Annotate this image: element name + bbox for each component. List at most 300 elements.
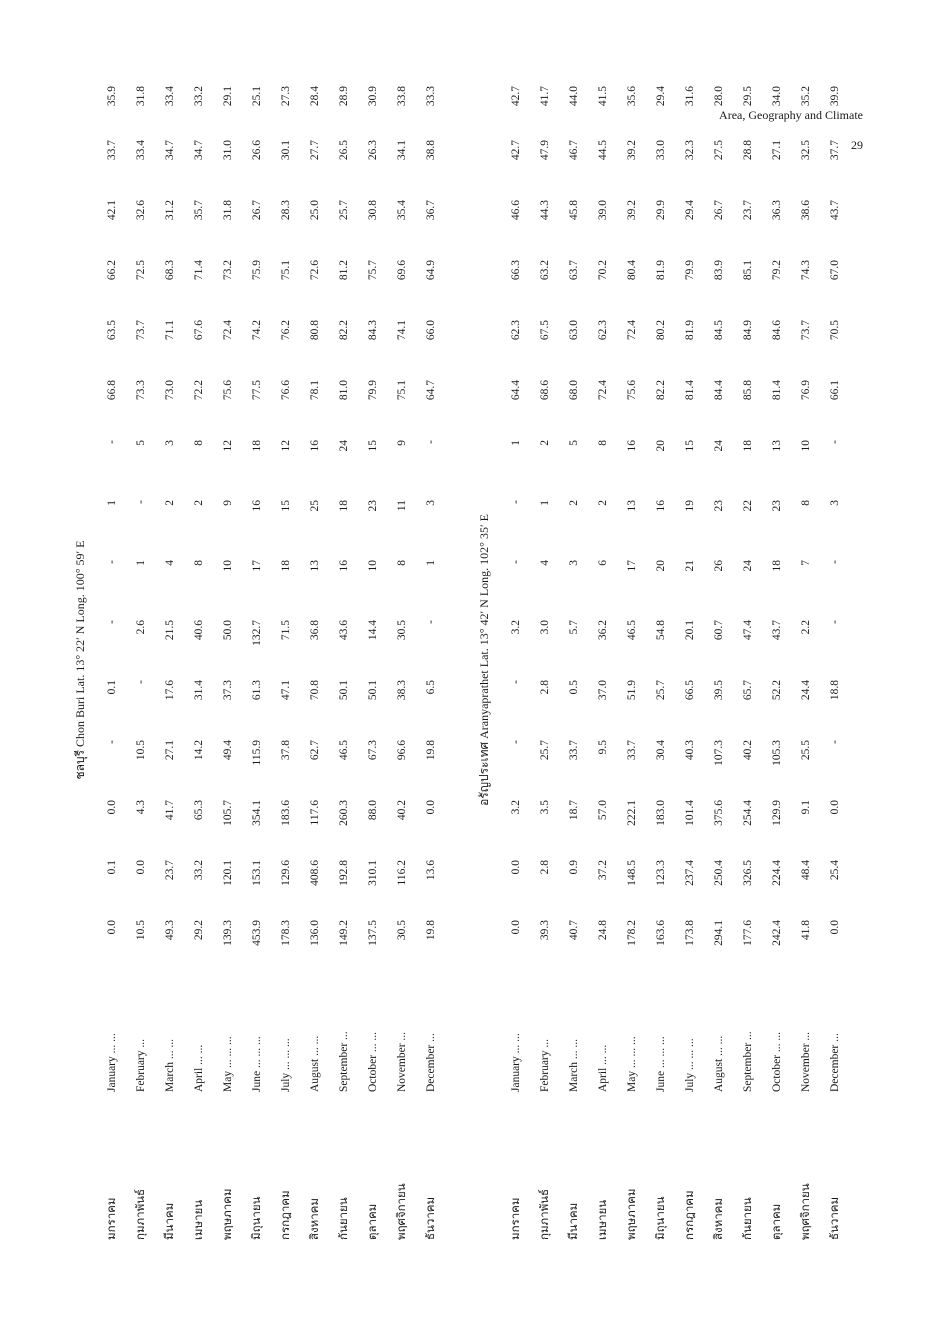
table-cell: 69.6	[395, 260, 408, 281]
table-cell: 26	[712, 560, 725, 572]
table-cell: 41.7	[163, 800, 176, 821]
table-cell: 35.2	[799, 86, 812, 107]
month-thai: ธันวาคม	[424, 1196, 437, 1240]
table-cell: 74.3	[799, 260, 812, 281]
table-cell: 250.4	[712, 860, 725, 886]
table-cell: 38.6	[799, 200, 812, 221]
table-cell: 48.4	[799, 860, 812, 881]
table-cell: 31.8	[221, 200, 234, 221]
table-cell: 0.9	[567, 860, 580, 875]
table-cell: 84.3	[366, 320, 379, 341]
table-cell: 81.4	[770, 380, 783, 401]
table-cell: 3	[163, 440, 176, 446]
table-cell: 29.9	[654, 200, 667, 221]
table-cell: 37.7	[828, 140, 841, 161]
month-english: November ...	[799, 1031, 812, 1092]
table-cell: 19.8	[424, 740, 437, 761]
table-cell: 84.9	[741, 320, 754, 341]
table-row	[242, 86, 271, 1240]
table-cell: 45.8	[567, 200, 580, 221]
table-cell: 33.7	[625, 740, 638, 761]
table-cell: -	[105, 740, 118, 744]
table-cell: 35.4	[395, 200, 408, 221]
table-cell: 153.1	[250, 860, 263, 886]
table-cell: 46.5	[337, 740, 350, 761]
table-cell: 0.0	[828, 800, 841, 815]
running-title: Area, Geography and Climate	[719, 108, 863, 122]
table-cell: 63.0	[567, 320, 580, 341]
table-cell: 37.2	[596, 860, 609, 881]
table-cell: 70.2	[596, 260, 609, 281]
table-cell: 0.0	[509, 920, 522, 935]
table-cell: 40.6	[192, 620, 205, 641]
table-cell: 2	[567, 500, 580, 506]
table-cell: 18	[250, 440, 263, 452]
table-cell: 40.3	[683, 740, 696, 761]
month-english: July ... ... ...	[279, 1038, 292, 1092]
table-cell: 68.3	[163, 260, 176, 281]
table-cell: 64.7	[424, 380, 437, 401]
table-cell: -	[509, 560, 522, 564]
table-row	[762, 86, 791, 1240]
table-cell: 34.1	[395, 140, 408, 161]
table-cell: 2	[538, 440, 551, 446]
table-cell: 27.7	[308, 140, 321, 161]
table-cell: 9.5	[596, 740, 609, 755]
table-cell: 30.9	[366, 86, 379, 107]
table-cell: 105.7	[221, 800, 234, 826]
table-cell: 20.1	[683, 620, 696, 641]
table-cell: 2.8	[538, 680, 551, 695]
table-row	[416, 86, 445, 1240]
month-thai: มิถุนายน	[654, 1196, 667, 1240]
table-cell: 242.4	[770, 920, 783, 946]
table-cell: 80.4	[625, 260, 638, 281]
table-cell: -	[509, 680, 522, 684]
table-cell: 23	[770, 500, 783, 512]
table-cell: 25.7	[337, 200, 350, 221]
table-cell: 3	[567, 560, 580, 566]
table-cell: 25.0	[308, 200, 321, 221]
table-cell: 139.3	[221, 920, 234, 946]
table-cell: 105.3	[770, 740, 783, 766]
table-cell: 29.5	[741, 86, 754, 107]
table-cell: 33.7	[567, 740, 580, 761]
table-cell: 44.3	[538, 200, 551, 221]
table-cell: -	[509, 740, 522, 744]
table-cell: 24	[337, 440, 350, 452]
month-english: February ...	[134, 1038, 147, 1092]
table-cell: 26.3	[366, 140, 379, 161]
table-row	[820, 86, 849, 1240]
table-cell: 36.8	[308, 620, 321, 641]
table-cell: 64.4	[509, 380, 522, 401]
table-cell: 74.1	[395, 320, 408, 341]
table-cell: 13	[625, 500, 638, 512]
table-cell: 26.7	[712, 200, 725, 221]
table-cell: 27.1	[770, 140, 783, 161]
table-cell: 57.0	[596, 800, 609, 821]
table-cell: 73.7	[134, 320, 147, 341]
table-cell: 178.2	[625, 920, 638, 946]
table-cell: 65.7	[741, 680, 754, 701]
table-cell: 33.4	[163, 86, 176, 107]
table-cell: 33.7	[105, 140, 118, 161]
month-thai: มกราคม	[105, 1197, 118, 1240]
table-row	[358, 86, 387, 1240]
table-cell: 12	[221, 440, 234, 452]
table-cell: 2	[192, 500, 205, 506]
table-cell: 24.8	[596, 920, 609, 941]
table-cell: 66.3	[509, 260, 522, 281]
table-cell: 123.3	[654, 860, 667, 886]
climate-table-body	[501, 86, 849, 1240]
table-cell: 38.8	[424, 140, 437, 161]
month-thai: เมษายน	[596, 1199, 609, 1240]
table-cell: 0.0	[105, 920, 118, 935]
table-cell: 33.2	[192, 860, 205, 881]
table-cell: 80.2	[654, 320, 667, 341]
table-cell: 50.0	[221, 620, 234, 641]
table-cell: 42.7	[509, 86, 522, 107]
table-cell: 71.5	[279, 620, 292, 641]
table-cell: 24.4	[799, 680, 812, 701]
table-cell: 20	[654, 560, 667, 572]
table-cell: 66.5	[683, 680, 696, 701]
table-cell: 28.4	[308, 86, 321, 107]
table-cell: 36.7	[424, 200, 437, 221]
table-cell: -	[105, 440, 118, 444]
table-row	[617, 86, 646, 1240]
table-cell: 39.3	[538, 920, 551, 941]
table-cell: 9	[395, 440, 408, 446]
table-cell: 37.3	[221, 680, 234, 701]
month-english: August ... ...	[712, 1035, 725, 1092]
table-cell: 8	[395, 560, 408, 566]
table-cell: 1	[424, 560, 437, 566]
climate-table	[97, 86, 445, 1240]
table-cell: 18.7	[567, 800, 580, 821]
table-cell: 79.9	[366, 380, 379, 401]
table-cell: 8	[192, 440, 205, 446]
table-cell: 13	[770, 440, 783, 452]
table-cell: 63.2	[538, 260, 551, 281]
table-row	[530, 86, 559, 1240]
station-title	[475, 80, 494, 1240]
table-cell: -	[105, 620, 118, 624]
table-cell: 260.3	[337, 800, 350, 826]
table-cell: 31.0	[221, 140, 234, 161]
month-english: April ... ...	[596, 1044, 609, 1092]
table-cell: 31.8	[134, 86, 147, 107]
table-cell: 8	[192, 560, 205, 566]
rotated-table-area	[71, 80, 871, 1240]
table-cell: 14.4	[366, 620, 379, 641]
table-cell: 3.5	[538, 800, 551, 815]
table-cell: 5.7	[567, 620, 580, 635]
table-cell: 71.1	[163, 320, 176, 341]
table-cell: 70.5	[828, 320, 841, 341]
table-cell: 18.8	[828, 680, 841, 701]
table-cell: 65.3	[192, 800, 205, 821]
table-cell: 73.3	[134, 380, 147, 401]
table-cell: 2	[596, 500, 609, 506]
table-cell: 5	[134, 440, 147, 446]
table-cell: 23.7	[741, 200, 754, 221]
table-cell: 42.7	[509, 140, 522, 161]
table-cell: 129.9	[770, 800, 783, 826]
table-cell: 85.1	[741, 260, 754, 281]
station-title	[71, 80, 90, 1240]
table-cell: 28.0	[712, 86, 725, 107]
table-cell: 81.9	[683, 320, 696, 341]
table-cell: 148.5	[625, 860, 638, 886]
table-row	[791, 86, 820, 1240]
table-cell: 19	[683, 500, 696, 512]
table-cell: 39.0	[596, 200, 609, 221]
table-cell: 34.0	[770, 86, 783, 107]
table-cell: -	[828, 620, 841, 624]
table-cell: 17.6	[163, 680, 176, 701]
table-cell: 8	[799, 500, 812, 506]
table-cell: 35.7	[192, 200, 205, 221]
table-cell: 35.9	[105, 86, 118, 107]
table-cell: 41.8	[799, 920, 812, 941]
table-cell: 27.3	[279, 86, 292, 107]
table-row	[704, 86, 733, 1240]
table-cell: 183.6	[279, 800, 292, 826]
table-cell: 70.8	[308, 680, 321, 701]
table-cell: 9	[221, 500, 234, 506]
table-cell: 78.1	[308, 380, 321, 401]
table-cell: 39.2	[625, 200, 638, 221]
table-cell: 50.1	[337, 680, 350, 701]
table-cell: 10	[799, 440, 812, 452]
table-cell: 43.6	[337, 620, 350, 641]
table-cell: 173.8	[683, 920, 696, 946]
table-cell: 354.1	[250, 800, 263, 826]
table-cell: 18	[337, 500, 350, 512]
table-cell: 83.9	[712, 260, 725, 281]
table-cell: 21	[683, 560, 696, 572]
table-cell: 224.4	[770, 860, 783, 886]
table-cell: 33.4	[134, 140, 147, 161]
table-row	[588, 86, 617, 1240]
table-cell: 31.2	[163, 200, 176, 221]
table-cell: 117.6	[308, 800, 321, 826]
month-english: September ...	[741, 1031, 754, 1092]
table-cell: 16	[250, 500, 263, 512]
table-cell: 66.2	[105, 260, 118, 281]
month-english: April ... ...	[192, 1044, 205, 1092]
table-cell: 51.9	[625, 680, 638, 701]
table-cell: 237.4	[683, 860, 696, 886]
month-thai: กันยายน	[741, 1197, 754, 1240]
table-cell: 37.8	[279, 740, 292, 761]
page-number: 29	[851, 138, 863, 152]
table-row	[184, 86, 213, 1240]
table-cell: 4.3	[134, 800, 147, 815]
table-cell: 15	[279, 500, 292, 512]
table-cell: 6	[596, 560, 609, 566]
table-cell: 31.6	[683, 86, 696, 107]
month-thai: ตุลาคม	[770, 1203, 783, 1240]
table-row	[155, 86, 184, 1240]
month-thai: พฤศจิกายน	[395, 1183, 408, 1240]
table-cell: 75.6	[221, 380, 234, 401]
month-thai: มิถุนายน	[250, 1196, 263, 1240]
table-cell: 177.6	[741, 920, 754, 946]
table-cell: 49.4	[221, 740, 234, 761]
table-cell: 17	[625, 560, 638, 572]
table-cell: 79.9	[683, 260, 696, 281]
table-cell: 5	[567, 440, 580, 446]
table-cell: 43.7	[770, 620, 783, 641]
month-thai: กุมภาพันธ์	[134, 1188, 147, 1240]
table-cell: 4	[538, 560, 551, 566]
table-cell: 107.3	[712, 740, 725, 766]
month-thai: สิงหาคม	[308, 1198, 321, 1240]
table-cell: 40.2	[741, 740, 754, 761]
month-thai: ตุลาคม	[366, 1203, 379, 1240]
table-cell: 44.0	[567, 86, 580, 107]
table-cell: 42.1	[105, 200, 118, 221]
table-cell: 72.2	[192, 380, 205, 401]
table-cell: 27.1	[163, 740, 176, 761]
table-cell: 29.4	[654, 86, 667, 107]
table-cell: 14.2	[192, 740, 205, 761]
table-cell: 30.4	[654, 740, 667, 761]
table-cell: 26.7	[250, 200, 263, 221]
table-cell: 222.1	[625, 800, 638, 826]
table-cell: 25	[308, 500, 321, 512]
table-cell: 82.2	[654, 380, 667, 401]
table-cell: 33.2	[192, 86, 205, 107]
table-cell: -	[828, 560, 841, 564]
table-row	[387, 86, 416, 1240]
table-cell: 52.2	[770, 680, 783, 701]
table-cell: 73.2	[221, 260, 234, 281]
table-cell: 30.1	[279, 140, 292, 161]
climate-table	[501, 86, 849, 1240]
table-cell: 39.9	[828, 86, 841, 107]
table-cell: 61.3	[250, 680, 263, 701]
month-english: January ... ...	[105, 1033, 118, 1092]
table-cell: 72.4	[221, 320, 234, 341]
table-cell: 67.6	[192, 320, 205, 341]
table-cell: 32.6	[134, 200, 147, 221]
table-cell: 1	[105, 500, 118, 506]
table-cell: 19.8	[424, 920, 437, 941]
table-cell: 16	[337, 560, 350, 572]
table-cell: 24	[712, 440, 725, 452]
table-cell: 75.1	[279, 260, 292, 281]
table-cell: 16	[625, 440, 638, 452]
month-thai: สิงหาคม	[712, 1198, 725, 1240]
table-cell: 10	[366, 560, 379, 572]
table-cell: 34.7	[192, 140, 205, 161]
month-thai: กรกฎาคม	[683, 1190, 696, 1240]
table-cell: 310.1	[366, 860, 379, 886]
table-cell: 29.1	[221, 86, 234, 107]
table-cell: 46.5	[625, 620, 638, 641]
month-thai: พฤศจิกายน	[799, 1183, 812, 1240]
table-row	[126, 86, 155, 1240]
table-cell: 82.2	[337, 320, 350, 341]
table-cell: 81.2	[337, 260, 350, 281]
month-thai: มีนาคม	[163, 1202, 176, 1240]
month-english: June ... ... ...	[250, 1036, 263, 1092]
table-cell: 375.6	[712, 800, 725, 826]
month-thai: เมษายน	[192, 1199, 205, 1240]
month-english: February ...	[538, 1038, 551, 1092]
table-cell: 76.2	[279, 320, 292, 341]
table-cell: 47.9	[538, 140, 551, 161]
month-thai: มกราคม	[509, 1197, 522, 1240]
table-cell: 88.0	[366, 800, 379, 821]
table-cell: 40.7	[567, 920, 580, 941]
table-cell: 38.3	[395, 680, 408, 701]
table-cell: 136.0	[308, 920, 321, 946]
table-cell: 16	[308, 440, 321, 452]
table-cell: 72.6	[308, 260, 321, 281]
table-cell: 2.2	[799, 620, 812, 635]
table-cell: 43.7	[828, 200, 841, 221]
table-cell: 1	[538, 500, 551, 506]
table-cell: 34.7	[163, 140, 176, 161]
table-cell: 76.6	[279, 380, 292, 401]
table-cell: 3.2	[509, 800, 522, 815]
table-cell: 20	[654, 440, 667, 452]
table-cell: 2.8	[538, 860, 551, 875]
table-cell: 8	[596, 440, 609, 446]
table-cell: 2.6	[134, 620, 147, 635]
table-cell: 10	[221, 560, 234, 572]
month-english: December ...	[828, 1033, 841, 1092]
month-english: October ... ...	[770, 1031, 783, 1092]
table-cell: 13.6	[424, 860, 437, 881]
table-cell: 72.4	[596, 380, 609, 401]
table-cell: 30.8	[366, 200, 379, 221]
table-cell: 115.9	[250, 740, 263, 766]
table-cell: 72.4	[625, 320, 638, 341]
table-cell: 66.0	[424, 320, 437, 341]
table-cell: 81.0	[337, 380, 350, 401]
month-english: December ...	[424, 1033, 437, 1092]
table-cell: -	[134, 680, 147, 684]
table-cell: -	[828, 740, 841, 744]
month-thai: พฤษภาคม	[625, 1188, 638, 1240]
table-cell: 178.3	[279, 920, 292, 946]
table-cell: 0.0	[424, 800, 437, 815]
table-cell: 163.6	[654, 920, 667, 946]
month-english: November ...	[395, 1031, 408, 1092]
table-cell: -	[509, 500, 522, 504]
month-thai: กุมภาพันธ์	[538, 1188, 551, 1240]
table-cell: 33.8	[395, 86, 408, 107]
table-cell: 80.8	[308, 320, 321, 341]
table-cell: 25.1	[250, 86, 263, 107]
table-cell: 41.5	[596, 86, 609, 107]
table-row	[271, 86, 300, 1240]
table-cell: 1	[509, 440, 522, 446]
table-row	[675, 86, 704, 1240]
table-cell: 0.1	[105, 860, 118, 875]
table-cell: 73.0	[163, 380, 176, 401]
table-cell: 35.6	[625, 86, 638, 107]
table-cell: 63.7	[567, 260, 580, 281]
table-cell: 0.1	[105, 680, 118, 695]
